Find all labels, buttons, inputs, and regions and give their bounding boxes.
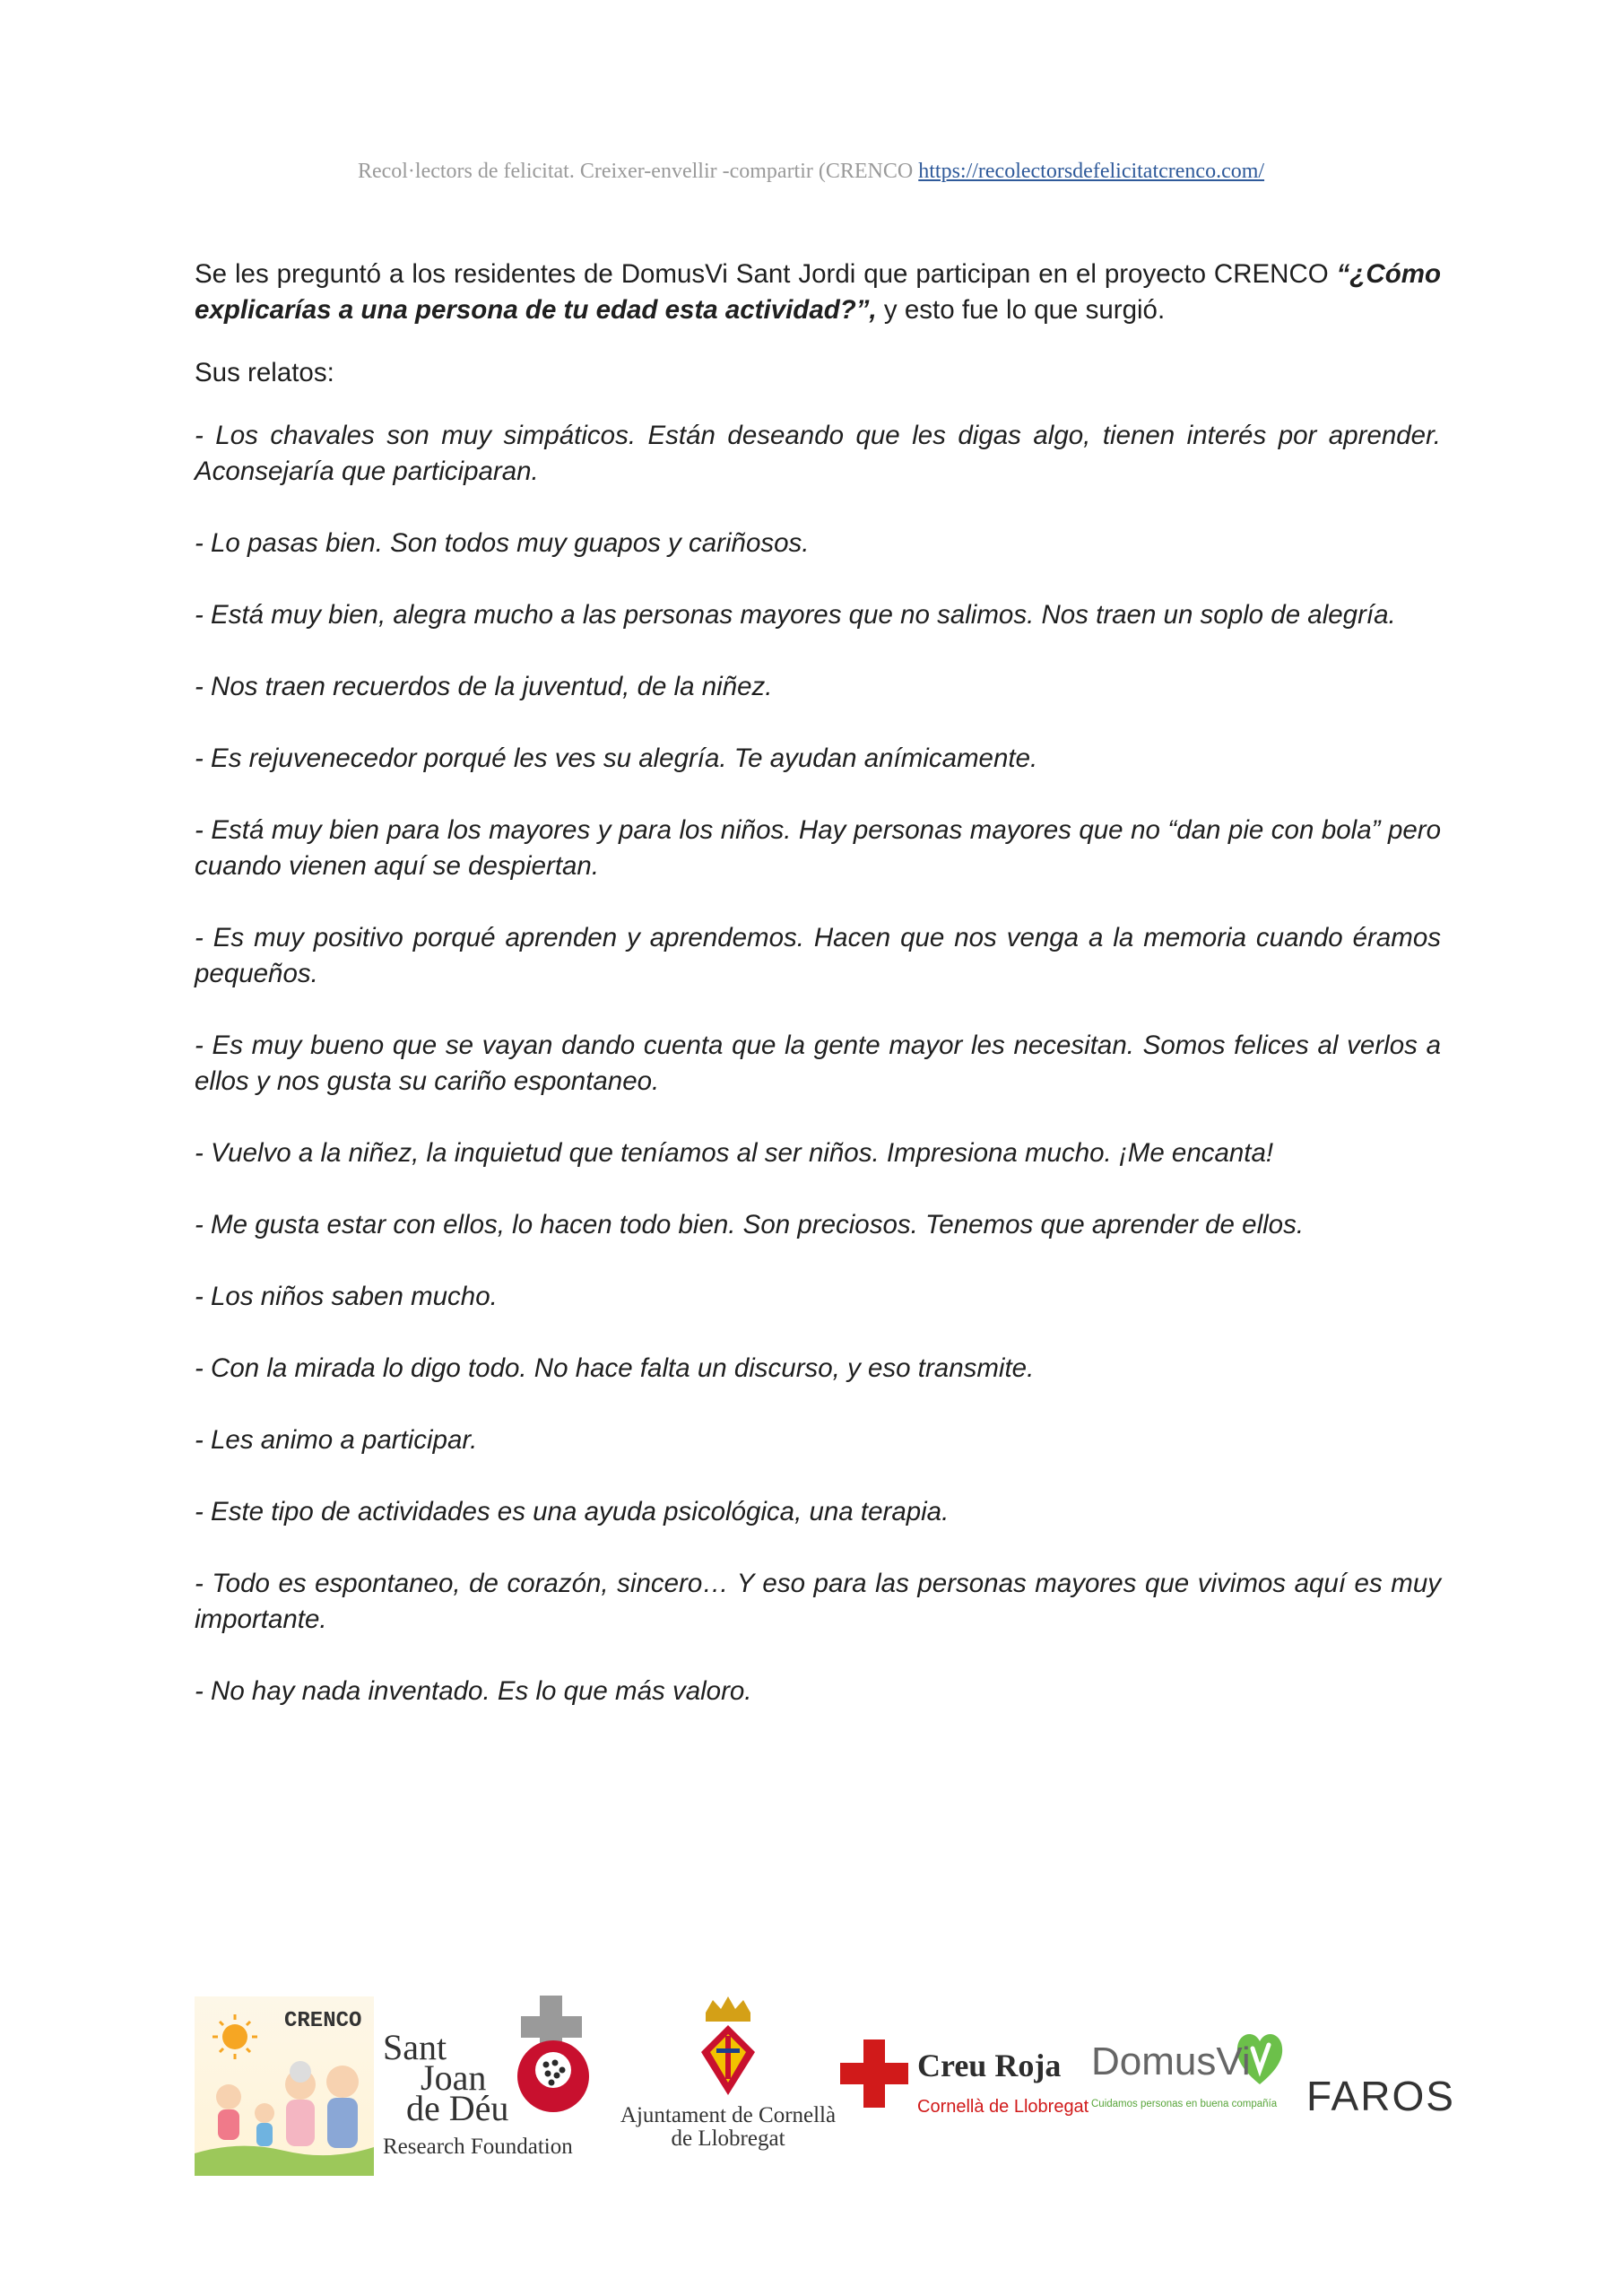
sjd-logo	[383, 1991, 598, 2179]
creu-roja-title: Creu Roja	[917, 2048, 1062, 2083]
ajuntament-name	[607, 2104, 849, 2151]
crenco-logo	[195, 1996, 374, 2176]
list-item: - No hay nada inventado. Es lo que más valoro.	[195, 1676, 752, 1706]
faros-logo	[1306, 2072, 1455, 2126]
red-cross-icon	[840, 2039, 908, 2108]
sponsor-logos	[195, 1991, 1455, 2179]
faros-title: FAROS	[1306, 2073, 1455, 2119]
creu-roja-logo	[840, 2027, 1089, 2179]
ajuntament-name-line: de Llobregat	[671, 2126, 785, 2151]
list-item: - Está muy bien, alegra mucho a las personas mayores que no salimos. Nos traen un soplo de alegría.	[195, 600, 1396, 630]
intro-question: “¿Cómo explicarías a una persona de tu edad esta actividad?”,	[195, 259, 1441, 325]
list-item: - Nos traen recuerdos de la juventud, de la niñez.	[195, 672, 773, 701]
domusvi-logo	[1091, 2027, 1297, 2161]
list-item: - Lo pasas bien. Son todos muy guapos y cariñosos.	[195, 528, 810, 558]
document-body	[195, 257, 1441, 1709]
sjd-subtitle: Research Foundation	[383, 2135, 573, 2159]
subheading: Sus relatos:	[195, 358, 334, 387]
list-item: - Con la mirada lo digo todo. No hace falta un discurso, y eso transmite.	[195, 1353, 1035, 1383]
list-item: - Está muy bien para los mayores y para los niños. Hay personas mayores que no “dan pie con bola” pero cuando vienen aquí se despiertan.	[195, 815, 1441, 881]
ajuntament-name-line: Ajuntament de Cornellà	[620, 2103, 837, 2127]
ajuntament-logo	[607, 1991, 840, 2179]
sjd-name-line: de Déu	[406, 2088, 509, 2128]
intro-paragraph	[195, 257, 1441, 328]
header-link[interactable]: https://recolectorsdefelicitatcrenco.com/	[918, 160, 1265, 183]
list-item: - Me gusta estar con ellos, lo hacen todo bien. Son preciosos. Tenemos que aprender de ellos.	[195, 1210, 1305, 1239]
domusvi-tagline: Cuidamos personas en buena compañía	[1091, 2099, 1278, 2109]
intro-lead: Se les preguntó a los residentes de DomusVi Sant Jordi que participan en el proyecto CRENCO	[195, 259, 1337, 289]
crenco-title: CRENCO	[284, 2009, 362, 2033]
intro-tail: y esto fue lo que surgió.	[876, 295, 1166, 325]
list-item: - Es rejuvenecedor porqué les ves su alegría. Te ayudan anímicamente.	[195, 744, 1038, 773]
sjd-emblem-icon	[508, 1991, 598, 2126]
list-item: - Todo es espontaneo, de corazón, sincero… Y eso para las personas mayores que vivimos aquí es muy importante.	[195, 1569, 1441, 1634]
list-item: - Es muy positivo porqué aprenden y aprendemos. Hacen que nos venga a la memoria cuando éramos pequeños.	[195, 923, 1441, 988]
list-item: - Los chavales son muy simpáticos. Están deseando que les digas algo, tienen interés por aprender. Aconsejaría que participaran.	[195, 421, 1441, 486]
list-item: - Vuelvo a la niñez, la inquietud que teníamos al ser niños. Impresiona mucho. ¡Me encanta!	[195, 1138, 1274, 1168]
domusvi-title: DomusVi	[1091, 2039, 1251, 2083]
list-item: - Les animo a participar.	[195, 1425, 478, 1455]
sjd-name-line: Sant	[383, 2027, 447, 2067]
list-item: - Los niños saben mucho.	[195, 1282, 498, 1311]
list-item: - Es muy bueno que se vayan dando cuenta que la gente mayor les necesitan. Somos felices al verlos a ellos y nos gusta su cariño espontaneo.	[195, 1031, 1441, 1096]
list-item: - Este tipo de actividades es una ayuda psicológica, una terapia.	[195, 1497, 950, 1526]
header-text: Recol·lectors de felicitat. Creixer-envellir -compartir (CRENCO	[357, 160, 919, 183]
sjd-name-line: Joan	[421, 2057, 487, 2098]
coat-of-arms-icon	[697, 1995, 759, 2099]
page-header	[0, 160, 1622, 184]
sjd-name	[383, 2027, 509, 2128]
creu-roja-subtitle: Cornellà de Llobregat	[917, 2097, 1089, 2117]
